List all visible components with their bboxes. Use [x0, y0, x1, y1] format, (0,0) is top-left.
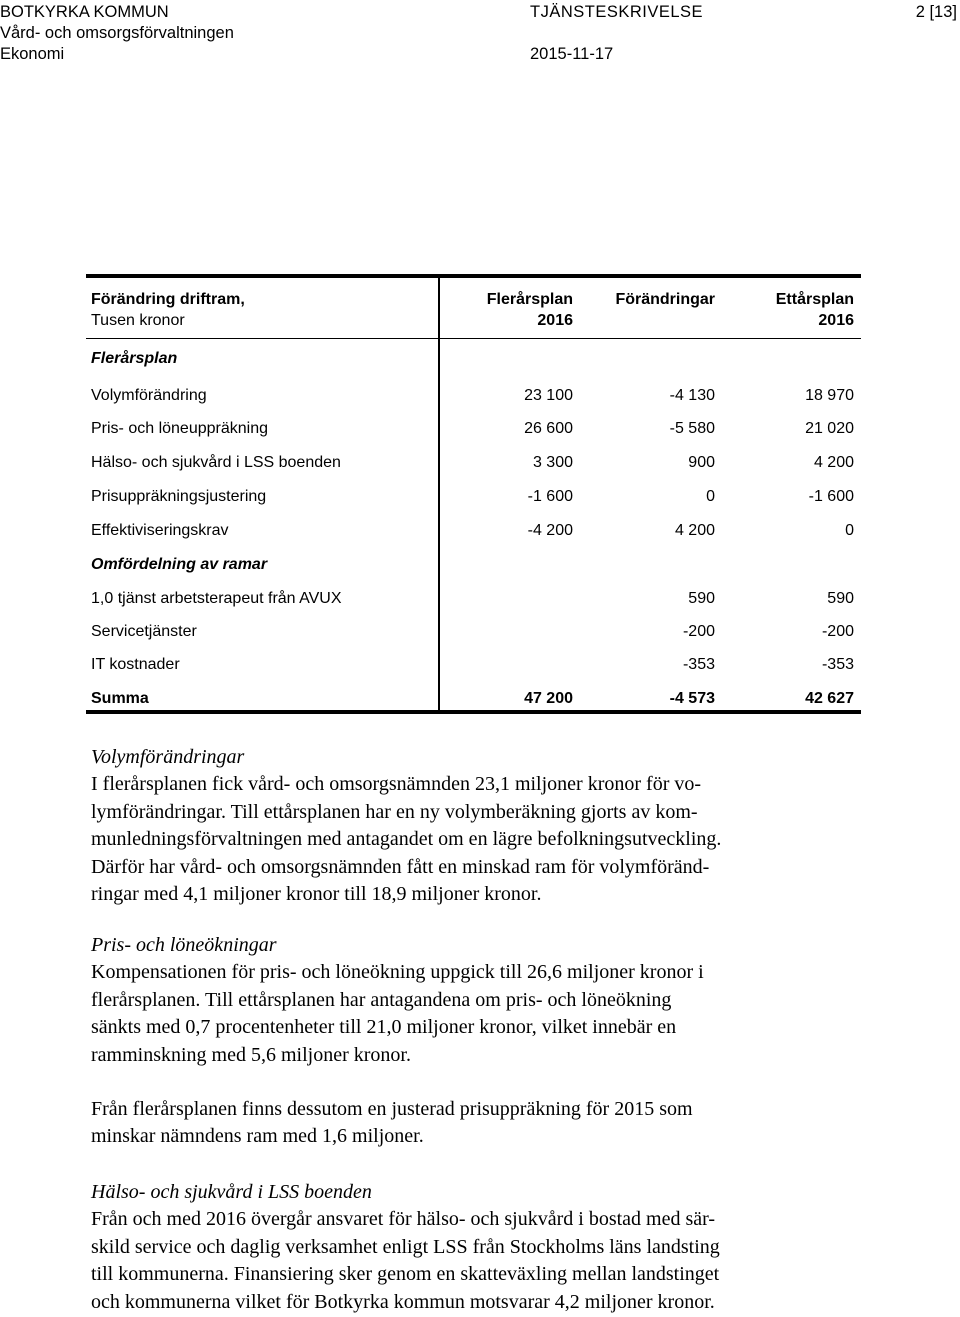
table-cell: 900 — [688, 454, 715, 471]
table-cell: -4 130 — [669, 387, 715, 404]
table-row-label: IT kostnader — [91, 656, 180, 673]
paragraph-line: Från och med 2016 övergår ansvaret för hälso- och sjukvård i bostad med sär- — [91, 1208, 716, 1231]
table-cell: 4 200 — [813, 454, 854, 471]
table-cell: 26 600 — [524, 420, 573, 437]
paragraph-line: flerårsplanen. Till ettårsplanen har antagandena om pris- och löneökning — [91, 988, 672, 1011]
section-heading-flerarsplan: Flerårsplan — [91, 350, 178, 367]
department-name: Vård- och omsorgsförvaltningen — [0, 24, 234, 42]
col-head-ettarsplan: Ettårsplan — [775, 291, 854, 308]
paragraph-line: ramminskning med 5,6 miljoner kronor. — [91, 1043, 411, 1066]
table-cell: -353 — [821, 656, 854, 673]
paragraph-line: minskar nämndens ram med 1,6 miljoner. — [91, 1125, 424, 1148]
paragraph-line: och kommunerna vilket för Botkyrka kommun motsvarar 4,2 miljoner kronor. — [91, 1290, 715, 1313]
table-cell: 0 — [845, 522, 854, 539]
unit-name: Ekonomi — [0, 45, 65, 63]
paragraph-line: munledningsförvaltningen med antagandet om en lägre befolkningsutveckling. — [91, 828, 722, 851]
paragraph-line: Kompensationen för pris- och löneökning uppgick till 26,6 miljoner kronor i — [91, 961, 704, 984]
total-cell: 47 200 — [524, 690, 573, 707]
col-head-forandringar: Förändringar — [615, 291, 715, 308]
table-row-label: Prisuppräkningsjustering — [91, 488, 267, 505]
table-cell: 18 970 — [805, 387, 854, 404]
paragraph-line: ringar med 4,1 miljoner kronor till 18,9 miljoner kronor. — [91, 883, 542, 906]
table-bottom-rule — [86, 710, 861, 714]
table-row-label: Volymförändring — [91, 387, 207, 404]
section-heading-omfordelning: Omfördelning av ramar — [91, 556, 268, 573]
table-row-label: Hälso- och sjukvård i LSS boenden — [91, 454, 341, 471]
page-number: 2 [13] — [915, 3, 957, 21]
document-date: 2015-11-17 — [530, 45, 614, 63]
table-row-label: 1,0 tjänst arbetsterapeut från AVUX — [91, 590, 342, 607]
table-cell: 3 300 — [532, 454, 573, 471]
table-cell: 0 — [706, 488, 715, 505]
col-head-flerarsplan: Flerårsplan — [486, 291, 573, 308]
table-cell: 590 — [827, 590, 854, 607]
paragraph-line: Från flerårsplanen finns dessutom en justerad prisuppräkning för 2015 som — [91, 1098, 693, 1120]
table-row-label: Servicetjänster — [91, 623, 197, 640]
total-cell: 42 627 — [805, 690, 854, 707]
paragraph-line: I flerårsplanen fick vård- och omsorgsnämnden 23,1 miljoner kronor för vo- — [91, 773, 702, 796]
paragraph-line: Därför har vård- och omsorgsnämnden fått en minskad ram för volymföränd- — [91, 855, 710, 878]
table-cell: 23 100 — [524, 387, 573, 404]
table-cell: -200 — [821, 623, 854, 640]
section-heading: Volymförändringar — [91, 746, 245, 768]
paragraph-prisupprakning — [91, 1096, 871, 1151]
table-cell: -200 — [682, 623, 715, 640]
paragraph-line: till kommunerna. Finansiering sker genom en skatteväxling mellan landstinget — [91, 1263, 720, 1286]
col-head-label: Förändring driftram, — [91, 291, 245, 308]
table-cell: 4 200 — [674, 522, 715, 539]
section-halso-och-sjukvard — [91, 1179, 871, 1316]
table-cell: -353 — [682, 656, 715, 673]
table-column-rule — [438, 278, 440, 710]
table-header-rule — [86, 338, 861, 339]
paragraph-line: skild service och daglig verksamhet enligt LSS från Stockholms läns landsting — [91, 1235, 720, 1258]
document-type: TJÄNSTESKRIVELSE — [530, 3, 704, 21]
table-top-rule — [86, 274, 861, 278]
table-cell: 590 — [688, 590, 715, 607]
section-heading: Pris- och löneökningar — [91, 934, 277, 956]
col-head-flerarsplan-year: 2016 — [537, 312, 573, 329]
table-row-label: Effektiviseringskrav — [91, 522, 229, 539]
paragraph-line: lymförändringar. Till ettårsplanen har en ny volymberäkning gjorts av kom- — [91, 800, 698, 823]
section-pris-och-loneokningar — [91, 932, 871, 1069]
col-head-unit: Tusen kronor — [91, 312, 185, 329]
table-cell: -4 200 — [527, 522, 573, 539]
org-name: BOTKYRKA KOMMUN — [0, 3, 169, 21]
table-row-label: Pris- och löneuppräkning — [91, 420, 268, 437]
table-cell: -5 580 — [669, 420, 715, 437]
table-cell: -1 600 — [808, 488, 854, 505]
section-heading: Hälso- och sjukvård i LSS boenden — [91, 1181, 372, 1203]
section-volymforandringar — [91, 744, 871, 908]
table-cell: -1 600 — [527, 488, 573, 505]
total-label: Summa — [91, 690, 149, 707]
col-head-ettarsplan-year: 2016 — [818, 312, 854, 329]
paragraph-line: sänkts med 0,7 procentenheter till 21,0 miljoner kronor, vilket innebär en — [91, 1016, 677, 1039]
table-cell: 21 020 — [805, 420, 854, 437]
total-cell: -4 573 — [669, 690, 715, 707]
